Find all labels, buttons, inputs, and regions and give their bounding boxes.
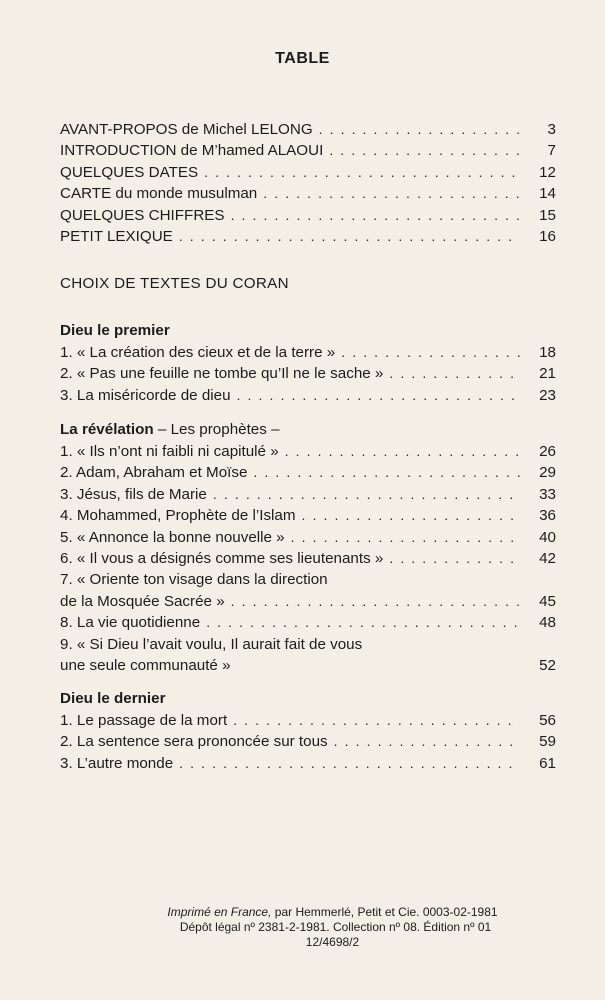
colophon-line-1: Imprimé en France, par Hemmerlé, Petit et Cie. 0003-02-1981	[167, 905, 498, 919]
section-subheading: – Les prophètes –	[153, 421, 280, 438]
page-number: 33	[539, 485, 556, 503]
page-number: 36	[539, 507, 556, 525]
toc-entry: 3. La miséricorde de dieu . . . 23	[60, 385, 556, 406]
leader-dots	[329, 140, 520, 161]
toc-entry: INTRODUCTION de M’hamed ALAOUI . . . 7	[60, 140, 556, 161]
page-title: TABLE	[275, 50, 330, 67]
page-number: 59	[539, 733, 556, 751]
page-number: 15	[539, 206, 556, 224]
section-heading: Dieu le dernier	[60, 690, 166, 707]
toc-entry: une seule communauté » 52	[60, 655, 556, 676]
leader-dots	[389, 363, 520, 384]
toc-entry: CARTE du monde musulman . . . 14	[60, 183, 556, 204]
leader-dots	[231, 205, 520, 226]
toc-entry: de la Mosquée Sacrée » . . . 45	[60, 591, 556, 612]
toc-entry: 2. Adam, Abraham et Moïse . . . 29	[60, 462, 556, 483]
toc-entry: 3. Jésus, fils de Marie . . . 33	[60, 484, 556, 505]
leader-dots	[341, 342, 520, 363]
section-heading: La révélation – Les prophètes –	[60, 421, 280, 438]
toc-entry: 3. L’autre monde . . . 61	[60, 753, 556, 774]
page-number: 52	[539, 656, 556, 674]
toc-entry: 1. « Ils n’ont ni faibli ni capitulé » . . . 26	[60, 441, 556, 462]
leader-dots	[179, 753, 520, 774]
leader-dots	[179, 226, 520, 247]
toc-entry: 1. Le passage de la mort . . . 56	[60, 710, 556, 731]
leader-dots	[213, 484, 520, 505]
section-dieu-premier	[60, 320, 556, 406]
toc-entry: 8. La vie quotidienne . . . 48	[60, 612, 556, 633]
page-number: 48	[539, 614, 556, 632]
toc-entry: QUELQUES CHIFFRES . . . 15	[60, 205, 556, 226]
colophon-line-2: Dépôt légal nº 2381-2-1981. Collection nº 08. Édition nº 01	[179, 920, 492, 934]
section-heading: Dieu le premier	[60, 322, 170, 339]
toc-entry-line: 9. « Si Dieu l’avait voulu, Il aurait fait de vous	[60, 635, 363, 653]
page-number: 26	[539, 443, 556, 460]
page-number: 29	[539, 464, 556, 482]
leader-dots	[231, 591, 520, 612]
leader-dots	[237, 385, 520, 406]
toc-entry: AVANT-PROPOS de Michel LELONG . . . 3	[60, 119, 556, 140]
page-number: 56	[539, 712, 556, 729]
page-number: 7	[547, 142, 556, 160]
leader-dots	[389, 548, 520, 569]
page-number: 3	[547, 121, 556, 138]
page-number: 12	[539, 163, 556, 181]
toc-entry: 2. « Pas une feuille ne tombe qu’Il ne le sache » . . . 21	[60, 363, 556, 384]
page-number: 16	[539, 227, 556, 245]
toc-entry: PETIT LEXIQUE . . . 16	[60, 226, 556, 247]
leader-dots	[233, 710, 520, 731]
toc-entry-line: 7. « Oriente ton visage dans la direction	[60, 571, 328, 589]
colophon	[0, 905, 605, 950]
intro-entries	[60, 119, 556, 247]
page-number: 42	[539, 549, 556, 567]
leader-dots	[285, 441, 520, 462]
toc-entry: 1. « La création des cieux et de la terre » . . . 18	[60, 342, 556, 363]
section-revelation	[60, 419, 556, 676]
toc-entry: 5. « Annonce la bonne nouvelle » . . . 40	[60, 527, 556, 548]
toc-entry: 4. Mohammed, Prophète de l’Islam . . . 36	[60, 505, 556, 526]
leader-dots	[206, 612, 520, 633]
section-title: CHOIX DE TEXTES DU CORAN	[60, 275, 289, 292]
page-number: 14	[539, 185, 556, 203]
leader-dots	[253, 462, 520, 483]
page-number: 23	[539, 386, 556, 404]
toc-entry: QUELQUES DATES . . . 12	[60, 162, 556, 183]
leader-dots	[204, 162, 520, 183]
page-number: 61	[539, 754, 556, 772]
leader-dots	[319, 119, 520, 140]
toc-entry: 6. « Il vous a désignés comme ses lieutenants » . . . 42	[60, 548, 556, 569]
toc-entry: 2. La sentence sera prononcée sur tous . . . 59	[60, 731, 556, 752]
leader-dots	[291, 527, 520, 548]
page-number: 40	[539, 528, 556, 546]
leader-dots	[263, 183, 520, 204]
page-number: 21	[539, 365, 556, 383]
section-dieu-dernier	[60, 688, 556, 774]
leader-dots	[302, 505, 520, 526]
page-number: 45	[539, 592, 556, 610]
colophon-line-3: 12/4698/2	[305, 935, 360, 949]
leader-dots	[334, 731, 520, 752]
page-number: 18	[539, 344, 556, 361]
